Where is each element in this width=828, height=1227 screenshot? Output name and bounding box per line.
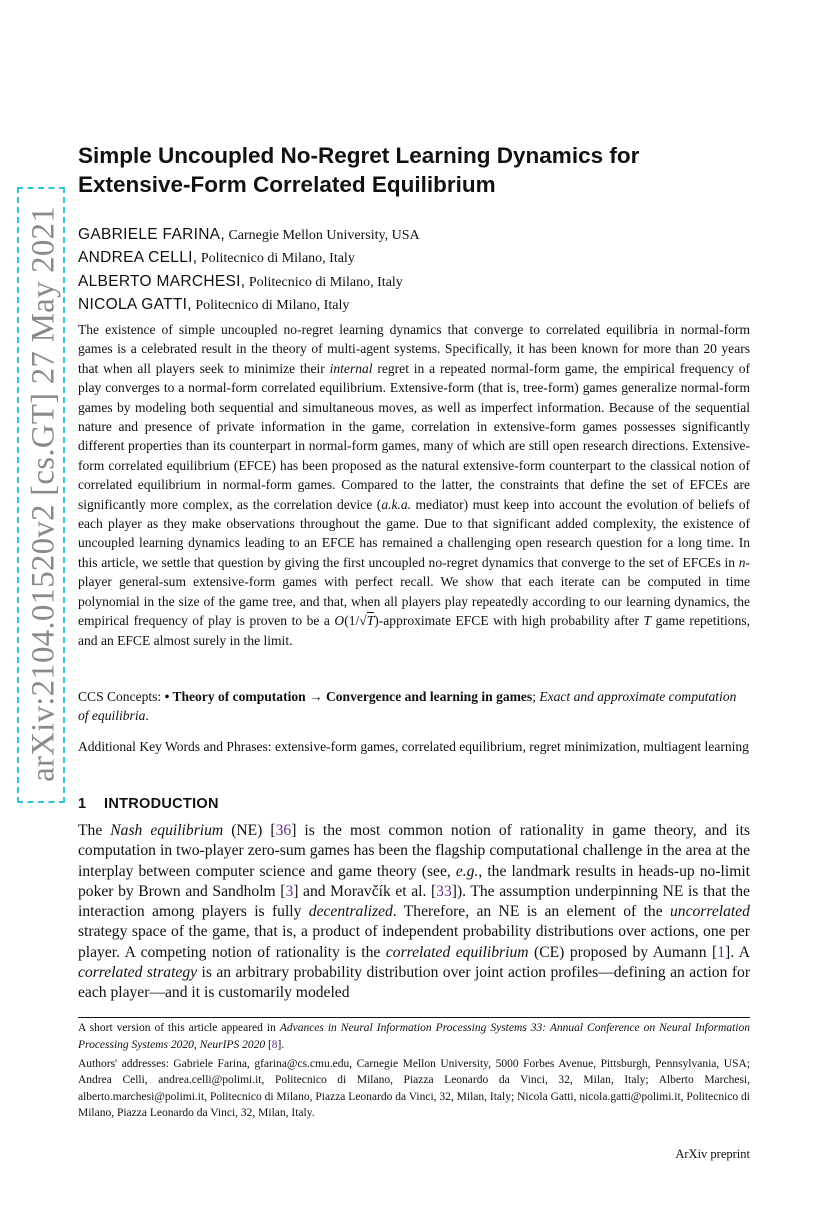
paper-title — [78, 141, 768, 199]
intro-text: ]. A — [725, 943, 751, 961]
ccs-separator: ; — [532, 689, 540, 704]
footnote-publication — [78, 1020, 750, 1053]
author-name: ANDREA CELLI, — [78, 249, 198, 267]
intro-text: (NE) [ — [223, 822, 276, 839]
footnote-addresses: Authors' addresses: Gabriele Farina, gfarina@cs.cmu.edu, Carnegie Mellon University, 5000 Forbes Avenue, Pittsburgh, Pennsylvania, USA; Andrea Celli, andrea.celli@polimi.it, Politecnico di Milano, Piazza Leonardo da Vinci, 32, Milan, Italy; Alberto Marchesi, alberto.marchesi@polimi.it, Politecnico di Milano, Piazza Leonardo da Vinci, 32, Milan, Italy; Nicola Gatti, nicola.gatti@polimi.it, Politecnico di Milano, Piazza Leonardo da Vinci, 32, Milan, Italy. — [78, 1057, 750, 1120]
footnote-venue: Advances in Neural Information Processing Systems 33: Annual Conference on Neural Information Processing Systems 2020, NeurIPS 2020 — [78, 1022, 750, 1051]
ccs-bold: • Theory of computation → Convergence and learning in games — [164, 689, 533, 704]
intro-text: is an arbitrary probability distribution over joint action profiles—defining an action for each player—and it is customarily modeled — [78, 964, 751, 1002]
intro-emphasis: decentralized — [308, 903, 393, 921]
intro-emphasis: correlated strategy — [78, 964, 198, 982]
intro-text: ] and Moravčík et al. [ — [293, 882, 437, 900]
abstract-emphasis: a.k.a. — [381, 496, 412, 512]
intro-text: strategy space of the game, that is, a product of independent probability distributions over actions, one per player. A competing notion of rationality is the — [78, 923, 750, 961]
section-title: INTRODUCTION — [104, 796, 219, 812]
author-entry — [78, 271, 768, 294]
abstract-text: regret in a repeated normal-form game, the empirical frequency of play converges to a normal-form correlated equilibrium. Extensive-form (that is, tree-form) games generalize normal-form games by modeling both sequential and simultaneous moves, as well as imperfect information. Because of the sequential nature and presence of private information in the game, correlation in extensive-form games possesses significantly different properties than its counterpart in normal-form games, many of which are still open research directions. Extensive-form correlated equilibrium (EFCE) has been proposed as the natural extensive-form counterpart to the classical notion of correlated equilibrium in normal-form games. Compared to the latter, the constraints that define the set of EFCEs are significantly more complex, as the correlation device ( — [78, 360, 750, 512]
author-entry — [78, 247, 768, 270]
keywords: Additional Key Words and Phrases: extensive-form games, correlated equilibrium, regret minimization, multiagent learning — [78, 739, 749, 754]
abstract-text: The existence of simple uncoupled no-regret learning dynamics that converge to correlated equilibria in normal-form games is a celebrated result in the theory of multi-agent systems. Specifically, it has been known for more than 20 years that when all players seek to minimize their — [78, 322, 750, 376]
author-affiliation: Politecnico di Milano, Italy — [245, 274, 403, 290]
ccs-end: . — [145, 708, 149, 724]
intro-text: ]). The assumption underpinning NE is that the interaction among players is fully — [78, 882, 750, 921]
intro-emphasis: e.g. — [455, 862, 479, 880]
footnote-divider — [78, 1017, 750, 1018]
paper-title-line-1: Simple Uncoupled No-Regret Learning Dynamics for — [78, 143, 640, 168]
intro-text: . Therefore, an NE is an element of the — [392, 903, 670, 921]
author-affiliation: Politecnico di Milano, Italy — [191, 298, 350, 314]
footnote-text: [ — [265, 1038, 272, 1051]
author-name: GABRIELE FARINA, — [78, 226, 225, 243]
author-name: ALBERTO MARCHESI, — [78, 272, 246, 290]
abstract-text: mediator) must keep into account the evolution of beliefs of each player as they make observations throughout the game. Due to that significant added complexity, the existence of uncoupled learning dynamics leading to an EFCE has remained a challenging open research question for a long time. In this article, we settle that question by giving the first uncoupled no-regret dynamics that converge to the set of EFCEs in — [78, 496, 750, 570]
ccs-prefix: CCS Concepts: — [78, 689, 165, 704]
abstract-emphasis: internal — [329, 360, 373, 376]
ccs-italic: Exact and approximate computation of equilibria — [78, 689, 737, 724]
abstract-emphasis: n — [738, 554, 746, 570]
author-list — [78, 224, 768, 318]
abstract-text: -player general-sum extensive-form games with perfect recall. We show that each iterate can be computed in time polynomial in the size of the game tree, and that, when all players play repeatedly according to our learning dynamics, the empirical frequency of play is proven to be a — [78, 554, 750, 629]
math-O: O — [334, 613, 345, 629]
intro-paragraph — [78, 821, 750, 1004]
intro-text: , the landmark results in heads-up no-limit poker by Brown and Sandholm [ — [78, 862, 750, 900]
citation-link[interactable]: 3 — [285, 882, 294, 900]
citation-link[interactable]: 1 — [717, 943, 726, 961]
intro-emphasis: Nash equilibrium — [110, 822, 224, 839]
section-heading — [78, 796, 219, 812]
abstract-emphasis: T — [643, 613, 652, 629]
author-affiliation: Politecnico di Milano, Italy — [197, 251, 355, 267]
abstract-text: game repetitions, and an EFCE almost surely in the limit. — [78, 613, 751, 648]
footnotes — [78, 1020, 750, 1125]
intro-emphasis: correlated equilibrium — [385, 943, 529, 961]
author-affiliation: Carnegie Mellon University, USA — [224, 228, 420, 243]
intro-text: The — [78, 822, 111, 839]
author-name: NICOLA GATTI, — [78, 296, 192, 314]
ccs-concepts — [78, 687, 750, 726]
intro-text: ] is the most common notion of rationality in game theory, and its computation in two-player zero-sum games has been the flagship computational challenge in the area at the interplay between computer science and game theory (see, — [78, 822, 750, 880]
paper-title-line-2: Extensive-Form Correlated Equilibrium — [78, 172, 496, 197]
page-footer: ArXiv preprint — [675, 1147, 750, 1161]
author-entry — [78, 294, 768, 317]
citation-link[interactable]: 36 — [275, 822, 292, 839]
abstract-text: -approximate EFCE with high probability after — [378, 613, 644, 629]
author-entry — [78, 224, 768, 247]
math-close: ) — [374, 613, 379, 629]
math-T: T — [366, 613, 375, 629]
footnote-text: A short version of this article appeared in — [78, 1022, 280, 1034]
citation-link[interactable]: 8 — [271, 1038, 278, 1051]
arxiv-identifier[interactable]: arXiv:2104.01520v2 [cs.GT] 27 May 2021 — [25, 206, 62, 782]
intro-emphasis: uncorrelated — [670, 903, 750, 921]
abstract — [78, 320, 750, 650]
citation-link[interactable]: 33 — [436, 882, 452, 900]
math-open: (1/√ — [344, 613, 367, 629]
section-number: 1 — [78, 796, 87, 812]
footnote-text: ]. — [277, 1038, 285, 1051]
intro-text: (CE) proposed by Aumann [ — [528, 943, 718, 961]
